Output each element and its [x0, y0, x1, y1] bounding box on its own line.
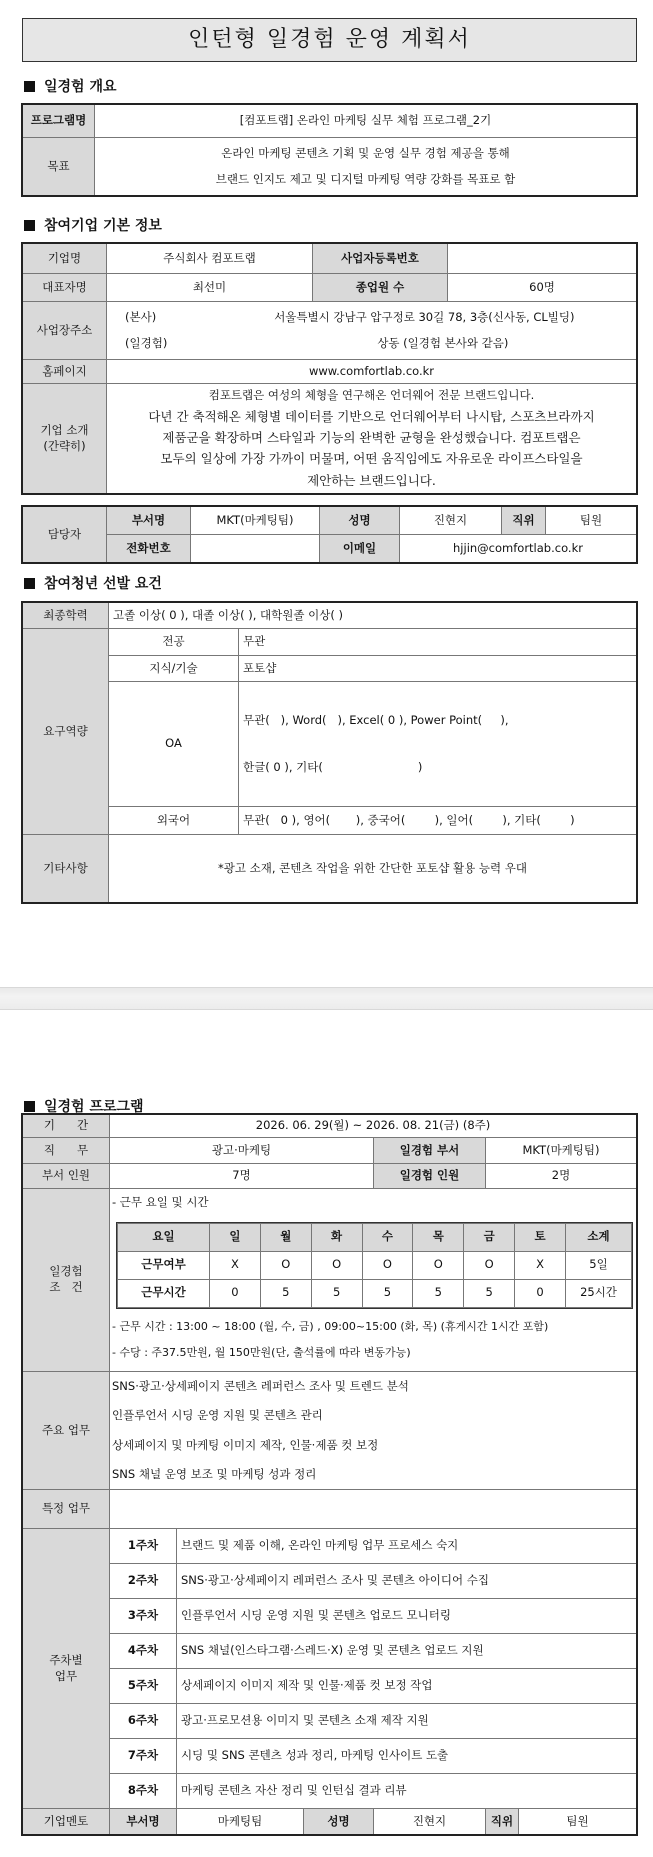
schedule-cell: 목 [413, 1223, 464, 1251]
schedule-cell: O [311, 1251, 362, 1279]
contact-position-value: 팀원 [546, 507, 637, 535]
contact-table [22, 506, 637, 563]
week-task: 인플루언서 시딩 운영 지원 및 콘텐츠 업로드 모니터링 [177, 1599, 637, 1634]
schedule-cell: 5 [260, 1279, 311, 1307]
square-bullet-icon [24, 578, 35, 589]
special-value [110, 1490, 637, 1529]
intro-label-line: 기업 소개 [40, 422, 89, 437]
section-heading-company [24, 215, 162, 235]
week-number: 8주차 [110, 1774, 177, 1809]
intro-line: 제품군을 확장하며 스타일과 기능의 완벽한 균형을 완성했습니다. 컴포트랩은 [162, 430, 581, 446]
address-hq-tag: (본사) [125, 310, 157, 325]
goal-label: 목표 [23, 138, 95, 196]
schedule-cell: 25시간 [566, 1279, 632, 1307]
ceo-value: 최선미 [107, 274, 313, 302]
company-label: 기업명 [23, 244, 107, 274]
section-heading-text: 참여청년 선발 요건 [44, 576, 162, 592]
mentor-dept-value: 마케팅팀 [177, 1809, 304, 1835]
section-heading-requirements [24, 573, 162, 593]
schedule-cell: 요일 [118, 1223, 210, 1251]
schedule-cell: X [210, 1251, 261, 1279]
work-time-text: - 근무 시간 : 13:00 ~ 18:00 (월, 수, 금) , 09:00~15:00 (화, 목) (휴게시간 1시간 포함) [112, 1319, 549, 1333]
address-hq-line [125, 305, 632, 330]
oa-label: OA [109, 682, 239, 807]
week-number: 1주차 [110, 1529, 177, 1564]
address-we-line [125, 331, 632, 356]
intro-line: 컴포트랩은 여성의 체형을 연구해온 언더웨어 전문 브랜드입니다. [208, 388, 535, 403]
intro-line: 다년 간 축적해온 체형별 데이터를 기반으로 언더웨어부터 나시탑, 스포츠브라까지 [148, 408, 595, 424]
week-task: 상세페이지 이미지 제작 및 인물·제품 컷 보정 작업 [177, 1669, 637, 1704]
employees-label: 종업원 수 [313, 274, 448, 302]
week-task: 마케팅 콘텐츠 자산 정리 및 인턴십 결과 리뷰 [177, 1774, 637, 1809]
schedule-cell: 수 [362, 1223, 413, 1251]
week-task: SNS·광고·상세페이지 레퍼런스 조사 및 콘텐츠 아이디어 수집 [177, 1564, 637, 1599]
oa-line: 한글( 0 ), 기타( ) [243, 759, 423, 774]
program-value: [컴포트랩] 온라인 마케팅 실무 체험 프로그램_2기 [95, 105, 637, 138]
weekly-label-line: 주차별 [49, 1653, 83, 1668]
schedule-header-row [118, 1223, 632, 1251]
schedule-cell: 0 [515, 1279, 566, 1307]
employees-value: 60명 [448, 274, 637, 302]
address-label: 사업장주소 [23, 302, 107, 360]
schedule-cell: 0 [210, 1279, 261, 1307]
page-break [0, 987, 653, 1010]
competency-label: 요구역량 [23, 629, 109, 835]
schedule-hours-row [118, 1279, 632, 1307]
address-value [107, 302, 637, 360]
address-we-value: 상동 (일경험 본사와 같음) [377, 335, 509, 350]
pay-text: - 수당 : 주37.5만원, 월 150만원(단, 출석률에 따라 변동가능) [112, 1346, 411, 1360]
period-label: 기 간 [23, 1115, 110, 1138]
goal-line: 온라인 마케팅 콘텐츠 기획 및 운영 실무 경험 제공을 통해 [221, 146, 510, 161]
intern-value: 2명 [486, 1164, 637, 1189]
program-table [22, 1114, 637, 1835]
requirements-table [22, 602, 637, 903]
contact-email-value[interactable]: hjjin@comfortlab.co.kr [400, 535, 637, 563]
contact-label: 담당자 [23, 507, 107, 563]
contact-dept-label: 부서명 [107, 507, 191, 535]
square-bullet-icon [24, 81, 35, 92]
schedule-cell: X [515, 1251, 566, 1279]
schedule-cell: 5 [413, 1279, 464, 1307]
conditions-intro: - 근무 요일 및 시간 [112, 1195, 209, 1209]
schedule-cell: 일 [210, 1223, 261, 1251]
section-heading-overview [24, 76, 117, 96]
schedule-cell: 월 [260, 1223, 311, 1251]
schedule-cell: 5 [464, 1279, 515, 1307]
schedule-cell: O [464, 1251, 515, 1279]
mentor-name-value: 진현지 [374, 1809, 486, 1835]
etc-value: *광고 소재, 콘텐츠 작업을 위한 간단한 포토샵 활용 능력 우대 [109, 835, 637, 903]
intro-label [23, 384, 107, 494]
bizno-label: 사업자등록번호 [313, 244, 448, 274]
week-task: 브랜드 및 제품 이해, 온라인 마케팅 업무 프로세스 숙지 [177, 1529, 637, 1564]
goal-line: 브랜드 인지도 제고 및 디지털 마케팅 역량 강화를 목표로 함 [215, 171, 516, 186]
etc-label: 기타사항 [23, 835, 109, 903]
schedule-cell: 5일 [566, 1251, 632, 1279]
intro-line: 모두의 일상에 가장 가까이 머물며, 어떤 움직임에도 자유로운 라이프스타일을 [160, 451, 583, 467]
contact-email-label: 이메일 [320, 535, 400, 563]
week-number: 3주차 [110, 1599, 177, 1634]
homepage-value[interactable]: www.comfortlab.co.kr [107, 360, 637, 384]
language-value: 무관( 0 ), 영어( ), 중국어( ), 일어( ), 기타( ) [239, 807, 637, 835]
task-item: SNS·광고·상세페이지 콘텐츠 레퍼런스 조사 및 트렌드 분석 [112, 1379, 409, 1393]
tasks-value [110, 1372, 637, 1490]
schedule-cell: 토 [515, 1223, 566, 1251]
week-number: 5주차 [110, 1669, 177, 1704]
major-value: 무관 [239, 629, 637, 656]
conditions-label-line: 조 건 [49, 1280, 83, 1294]
schedule-cell: 금 [464, 1223, 515, 1251]
mentor-dept-label: 부서명 [110, 1809, 177, 1835]
task-item: SNS 채널 운영 보조 및 마케팅 성과 정리 [112, 1466, 317, 1481]
duty-value: 광고·마케팅 [110, 1138, 374, 1164]
schedule-cell: 근무여부 [118, 1251, 210, 1279]
staff-value: 7명 [110, 1164, 374, 1189]
tasks-label: 주요 업무 [23, 1372, 110, 1490]
week-task: 시딩 및 SNS 콘텐츠 성과 정리, 마케팅 인사이트 도출 [177, 1739, 637, 1774]
week-task: 광고·프로모션용 이미지 및 콘텐츠 소재 제작 지원 [177, 1704, 637, 1739]
document-page-2 [0, 1010, 653, 1857]
weekly-label-line: 업무 [54, 1668, 78, 1683]
schedule-workday-row [118, 1251, 632, 1279]
language-label: 외국어 [109, 807, 239, 835]
special-label: 특정 업무 [23, 1490, 110, 1529]
major-label: 전공 [109, 629, 239, 656]
square-bullet-icon [24, 220, 35, 231]
task-item: 인플루언서 시딩 운영 지원 및 콘텐츠 관리 [112, 1408, 323, 1423]
oa-line: 무관( ), Word( ), Excel( 0 ), Power Point( ), [243, 713, 509, 728]
intern-label: 일경험 인원 [374, 1164, 486, 1189]
conditions-label [23, 1189, 110, 1372]
conditions-value [110, 1189, 637, 1372]
mentor-label: 기업멘토 [23, 1809, 110, 1835]
mentor-name-label: 성명 [304, 1809, 374, 1835]
program-dept-value: MKT(마케팅팀) [486, 1138, 637, 1164]
document-title: 인턴형 일경험 운영 계획서 [22, 18, 637, 62]
section-heading-program [24, 1096, 144, 1116]
program-label: 프로그램명 [23, 105, 95, 138]
staff-label: 부서 인원 [23, 1164, 110, 1189]
schedule-cell: 화 [311, 1223, 362, 1251]
schedule-cell: 근무시간 [118, 1279, 210, 1307]
program-dept-label: 일경험 부서 [374, 1138, 486, 1164]
intro-value [107, 384, 637, 494]
schedule-cell: 5 [362, 1279, 413, 1307]
schedule-cell: 소계 [566, 1223, 632, 1251]
schedule-cell: 5 [311, 1279, 362, 1307]
week-number: 7주차 [110, 1739, 177, 1774]
conditions-label-line: 일경험 [49, 1264, 83, 1279]
intro-line: 제안하는 브랜드입니다. [307, 472, 436, 488]
intro-label-line: (간략히) [43, 438, 86, 453]
duty-label: 직 무 [23, 1138, 110, 1164]
square-bullet-icon [24, 1101, 35, 1112]
schedule-table [117, 1223, 632, 1308]
address-hq-value: 서울특별시 강남구 압구정로 30길 78, 3층(신사동, CL빌딩) [274, 310, 575, 325]
address-we-tag: (일경험) [125, 335, 168, 350]
contact-phone-label: 전화번호 [107, 535, 191, 563]
overview-table [22, 104, 637, 196]
contact-dept-value: MKT(마케팅팀) [191, 507, 320, 535]
oa-value [239, 682, 637, 807]
contact-name-label: 성명 [320, 507, 400, 535]
ceo-label: 대표자명 [23, 274, 107, 302]
week-number: 4주차 [110, 1634, 177, 1669]
mentor-position-value: 팀원 [519, 1809, 637, 1835]
contact-phone-value [191, 535, 320, 563]
contact-name-value: 진현지 [400, 507, 502, 535]
skill-value: 포토샵 [239, 656, 637, 682]
skill-label: 지식/기술 [109, 656, 239, 682]
bizno-value [448, 244, 637, 274]
section-heading-text: 일경험 개요 [44, 79, 117, 95]
week-task: SNS 채널(인스타그램·스레드·X) 운영 및 콘텐츠 업로드 지원 [177, 1634, 637, 1669]
mentor-position-label: 직위 [486, 1809, 519, 1835]
contact-position-label: 직위 [502, 507, 546, 535]
week-number: 6주차 [110, 1704, 177, 1739]
education-label: 최종학력 [23, 603, 109, 629]
period-value: 2026. 06. 29(월) ~ 2026. 08. 21(금) (8주) [110, 1115, 637, 1138]
section-heading-text: 참여기업 기본 정보 [44, 218, 162, 234]
goal-value [95, 138, 637, 196]
week-number: 2주차 [110, 1564, 177, 1599]
section-heading-text: 일경험 프로그램 [44, 1099, 144, 1115]
schedule-cell: O [362, 1251, 413, 1279]
company-info-table [22, 243, 637, 494]
education-value: 고졸 이상( 0 ), 대졸 이상( ), 대학원졸 이상( ) [109, 603, 637, 629]
homepage-label: 홈페이지 [23, 360, 107, 384]
weekly-label [23, 1529, 110, 1809]
schedule-cell: O [260, 1251, 311, 1279]
task-item: 상세페이지 및 마케팅 이미지 제작, 인물·제품 컷 보정 [112, 1437, 379, 1452]
schedule-cell: O [413, 1251, 464, 1279]
company-value: 주식회사 컴포트랩 [107, 244, 313, 274]
